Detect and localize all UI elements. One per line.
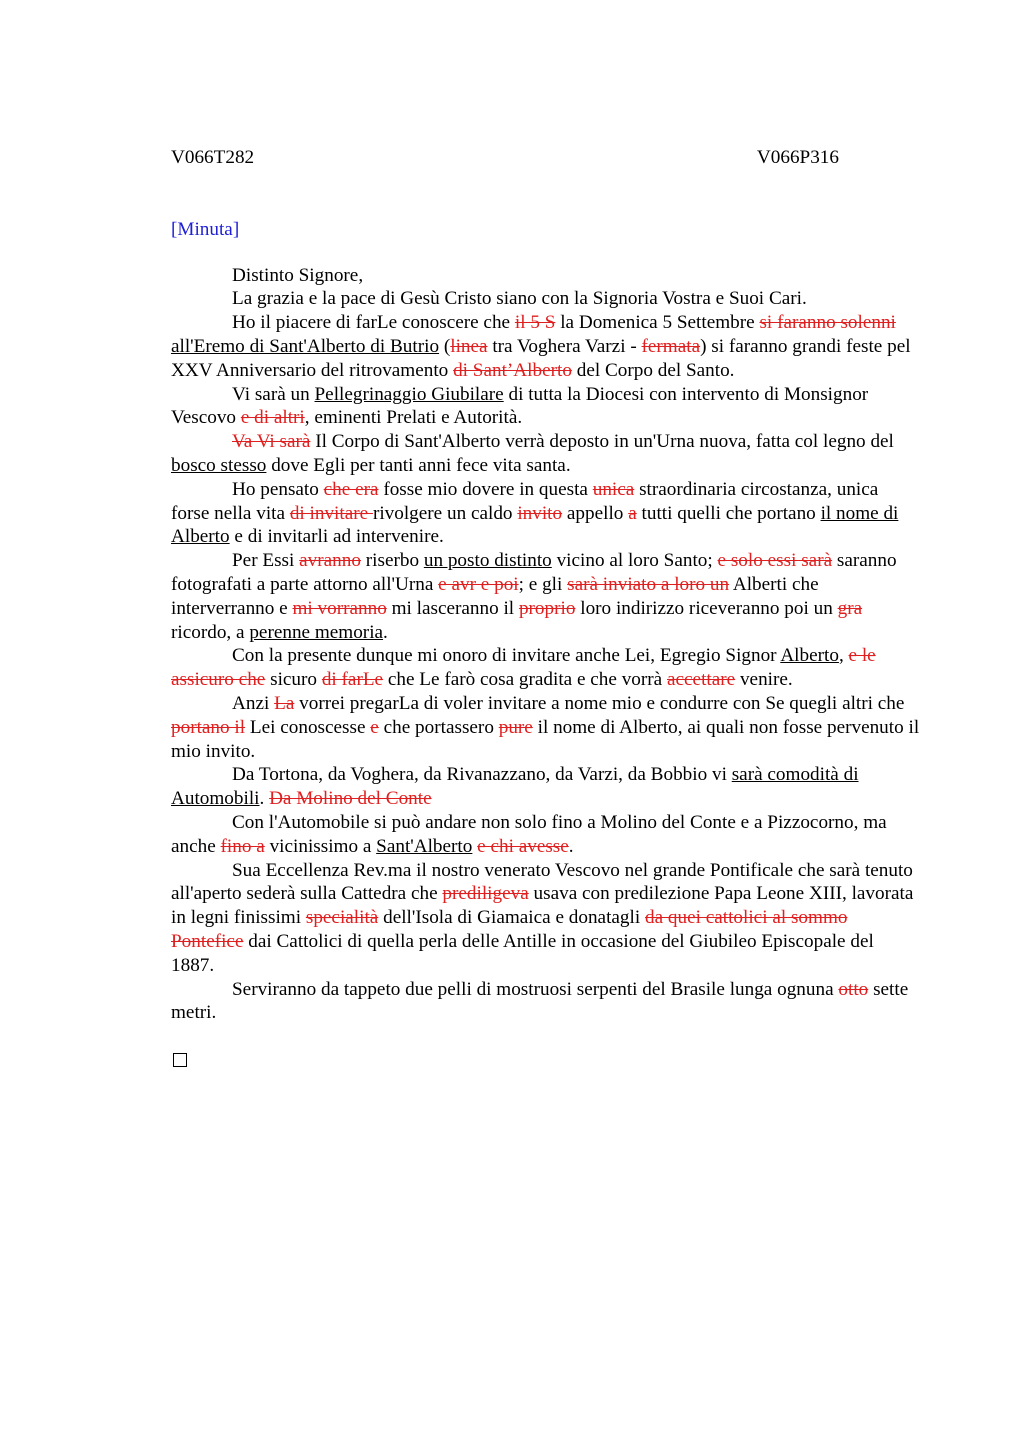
deleted-text: fino a [220, 835, 265, 857]
paragraph [171, 549, 921, 644]
text-segment: sicuro [265, 669, 322, 691]
deleted-text: specialità [305, 907, 379, 929]
text-segment: Per Essi [232, 550, 300, 572]
text-segment: venire. [735, 669, 793, 691]
deleted-text: a [628, 502, 637, 524]
text-segment: vicino al loro Santo; [551, 550, 718, 572]
document-page [171, 146, 921, 1025]
deleted-text: gra [837, 597, 863, 619]
text-segment: e di invitarli ad intervenire. [229, 526, 444, 548]
deleted-text: da quei cattolici al sommo Pontefice [171, 907, 848, 952]
underlined-text: all'Eremo di Sant'Alberto di Butrio [171, 335, 440, 357]
deleted-text: Da Molino del Conte [269, 788, 432, 810]
deleted-text: pure [498, 716, 533, 738]
text-segment: usava con predilezione Papa Leone XIII, lavorata in legni finissimi [171, 883, 914, 929]
text-segment: dai Cattolici di quella perla delle Antille in occasione del Giubileo Episcopale del 1887. [171, 930, 874, 976]
underlined-text: un posto distinto [423, 550, 552, 572]
text-segment: straordinaria circostanza, unica forse nella vita [171, 478, 879, 524]
deleted-text: La [274, 692, 295, 714]
deleted-text: e le assicuro che [171, 645, 876, 691]
text-segment: Con l'Automobile si può andare non solo fino a Molino del Conte e a Pizzocorno, ma anche [171, 811, 887, 857]
left-code: V066T282 [171, 147, 255, 168]
text-segment: che portassero [378, 716, 499, 738]
deleted-text: prediligeva [442, 883, 529, 905]
deleted-text: di Sant’Alberto [453, 359, 572, 381]
paragraph [171, 430, 921, 478]
paragraph [171, 811, 921, 859]
deleted-text: avranno [299, 550, 361, 572]
text-segment: ricordo, a [171, 621, 250, 643]
text-segment: Con la presente dunque mi onoro di invitare anche Lei, Egregio Signor [232, 645, 781, 667]
paragraph [171, 383, 921, 431]
deleted-text: e [370, 716, 379, 738]
deleted-text: unica [592, 478, 635, 500]
deleted-text: otto [838, 978, 869, 1000]
underlined-text: Sant'Alberto [376, 835, 473, 857]
underlined-text: perenne memoria [249, 621, 384, 643]
deleted-text: e avr e poi [438, 573, 519, 595]
text-segment: sette metri. [171, 978, 909, 1024]
text-segment: Da Tortona, da Voghera, da Rivanazzano, da Varzi, da Bobbio vi [232, 764, 732, 786]
text-segment: dell'Isola di Giamaica e donatagli [378, 907, 645, 929]
deleted-text: mi vorranno [292, 597, 387, 619]
text-segment: dove Egli per tanti anni fece vita santa. [266, 454, 571, 476]
underlined-text: sarà comodità di Automobili [171, 764, 859, 810]
text-segment: tra Voghera Varzi - [487, 335, 642, 357]
text-segment: ( [439, 335, 451, 357]
paragraph [171, 763, 921, 811]
deleted-text: Va Vi sarà [232, 431, 311, 453]
deleted-text: portano il [171, 716, 246, 738]
deleted-text: invito [517, 502, 563, 524]
deleted-text: e chi avesse [477, 835, 569, 857]
text-segment: Distinto Signore, [232, 264, 364, 286]
paragraph [171, 287, 921, 311]
text-segment: Ho pensato [232, 478, 324, 500]
deleted-text: il 5 S [514, 312, 556, 334]
paragraph [171, 644, 921, 692]
minuta-label: [Minuta] [171, 218, 240, 240]
text-segment: Serviranno da tappeto due pelli di mostruosi serpenti del Brasile lunga ognuna [232, 978, 839, 1000]
text-segment: ) si faranno grandi feste pel XXV Anniversario del ritrovamento [171, 335, 911, 381]
deleted-text: proprio [518, 597, 576, 619]
text-segment: mi lasceranno il [386, 597, 519, 619]
underlined-text: Alberto [780, 645, 839, 667]
paragraph [171, 264, 921, 288]
underlined-text: bosco stesso [171, 454, 267, 476]
paragraph [171, 978, 921, 1026]
text-segment: il nome di Alberto, ai quali non fosse pervenuto il mio invito. [171, 716, 920, 762]
underlined-text: Pellegrinaggio Giubilare [314, 383, 504, 405]
text-segment: loro indirizzo riceveranno poi un [575, 597, 838, 619]
deleted-text: linea [450, 335, 488, 357]
deleted-text: e solo essi sarà [717, 550, 833, 572]
paragraph [171, 859, 921, 978]
text-segment: . [383, 621, 388, 643]
deleted-text: di farLe [321, 669, 384, 691]
paragraph [171, 692, 921, 763]
paragraph [171, 311, 921, 382]
underlined-text: il nome di Alberto [171, 502, 899, 548]
text-segment: La grazia e la pace di Gesù Cristo siano con la Signoria Vostra e Suoi Cari. [232, 288, 807, 310]
deleted-text: si faranno solenni [759, 312, 896, 334]
paragraph [171, 478, 921, 549]
deleted-text: sarà inviato a loro un [567, 573, 730, 595]
text-segment: che Le farò cosa gradita e che vorrà [383, 669, 667, 691]
checkbox-square [173, 1053, 187, 1067]
text-segment: rivolgere un caldo [372, 502, 518, 524]
text-segment: vorrei pregarLa di voler invitare a nome mio e condurre con Se quegli altri che [294, 692, 905, 714]
deleted-text: e di altri [240, 407, 305, 429]
text-segment: Il Corpo di Sant'Alberto verrà deposto in un'Urna nuova, fatta col legno del [310, 431, 894, 453]
text-segment: Alberti che interverranno e [171, 573, 819, 619]
text-segment: fosse mio dovere in questa [378, 478, 593, 500]
text-segment: Lei conoscesse [245, 716, 371, 738]
letter-body [171, 264, 921, 1026]
text-segment: . [568, 835, 574, 857]
text-segment: Anzi [232, 692, 275, 714]
text-segment: ; e gli [518, 573, 568, 595]
text-segment: Ho il piacere di farLe conoscere che [232, 312, 515, 334]
deleted-text: fermata [641, 335, 701, 357]
deleted-text: accettare [667, 669, 736, 691]
text-segment: la Domenica 5 Settembre [555, 312, 760, 334]
text-segment: . [259, 788, 270, 810]
text-segment: , eminenti Prelati e Autorità. [304, 407, 523, 429]
text-segment: di tutta la Diocesi con intervento di Monsignor Vescovo [171, 383, 869, 429]
text-segment: tutti quelli che portano [636, 502, 821, 524]
text-segment: Vi sarà un [232, 383, 315, 405]
text-segment: , [838, 645, 849, 667]
text-segment: riserbo [360, 550, 424, 572]
deleted-text: di invitare [289, 502, 373, 524]
text-segment: appello [562, 502, 629, 524]
deleted-text: che era [323, 478, 379, 500]
header [171, 146, 839, 170]
text-segment: del Corpo del Santo. [571, 359, 735, 381]
right-code: V066P316 [756, 147, 839, 168]
text-segment: saranno fotografati a parte attorno all'Urna [171, 550, 897, 595]
text-segment: vicinissimo a [264, 835, 377, 857]
text-segment: Sua Eccellenza Rev.ma il nostro venerato Vescovo nel grande Pontificale che sarà tenuto all'aperto sederà sulla Cattedra che [171, 859, 913, 905]
